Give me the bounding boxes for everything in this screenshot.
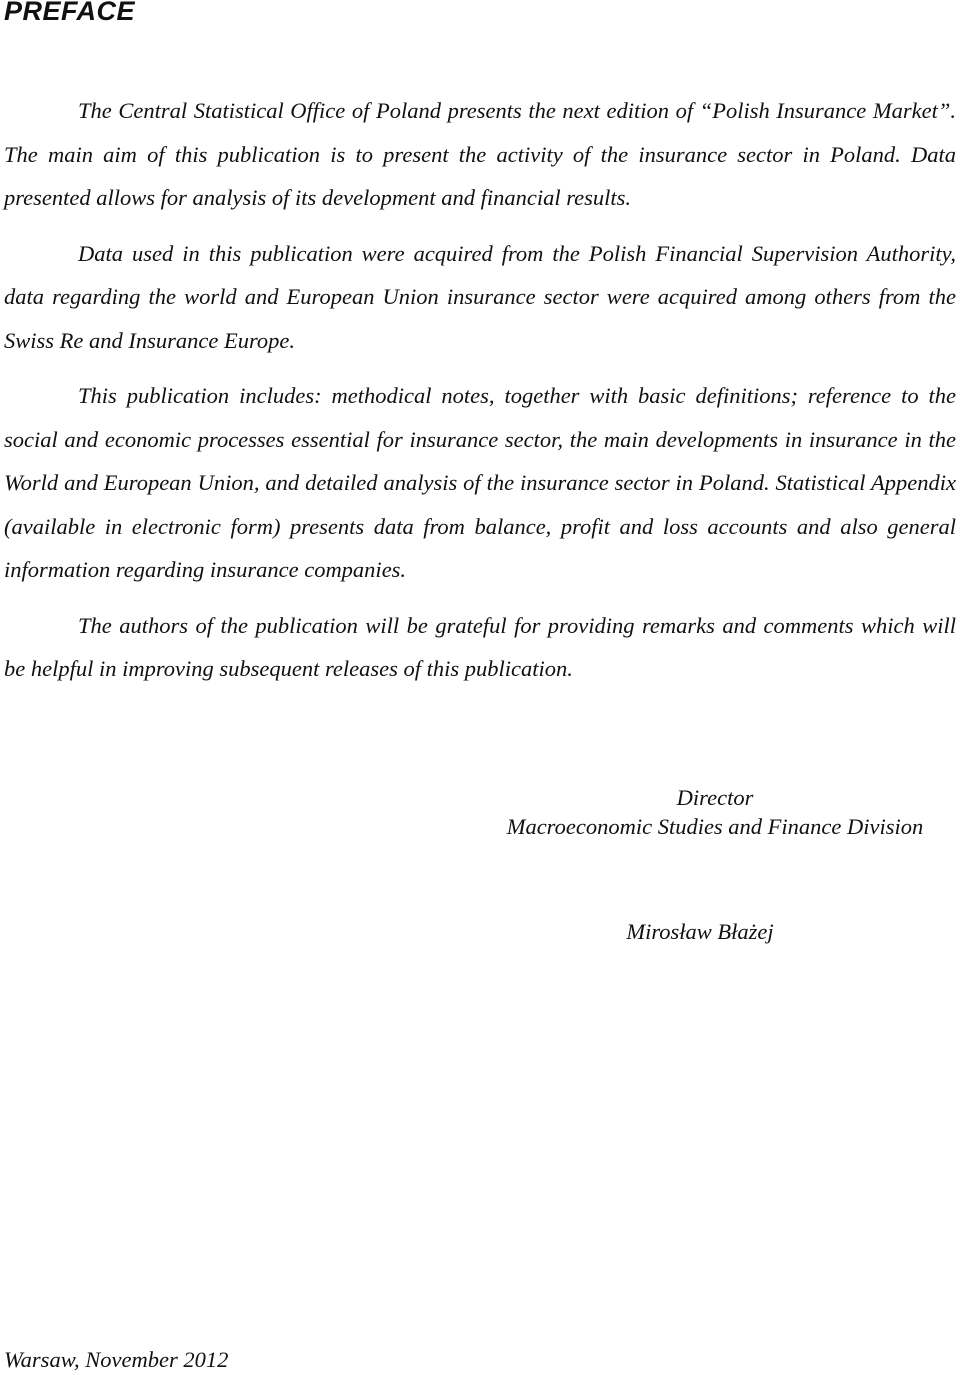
- signature-name: Mirosław Błażej: [626, 919, 774, 944]
- paragraph-introduction: The Central Statistical Office of Poland presents the next edition of “Polish Insurance Market”. The main aim of this publication is to present the activity of the insurance sector in Poland. Data presented allows for analysis of its development and financial results.: [4, 98, 956, 210]
- paragraph-contents: This publication includes: methodical notes, together with basic definitions; reference to the social and economic processes essential for insurance sector, the main developments in insurance in the World and European Union, and detailed analysis of the insurance sector in Poland. Statistical Appendix (available in electronic form) presents data from balance, profit and loss accounts and also general information regarding insurance companies.: [4, 383, 956, 582]
- place-and-date: Warsaw, November 2012: [4, 1347, 229, 1372]
- paragraph-data-sources: Data used in this publication were acquired from the Polish Financial Supervision Authority, data regarding the world and European Union insurance sector were acquired among others from the Swiss Re and Insurance Europe.: [4, 240, 956, 353]
- paragraph-acknowledgement: The authors of the publication will be grateful for providing remarks and comments which will be helpful in improving subsequent releases of this publication.: [4, 612, 956, 681]
- signature-division: Macroeconomic Studies and Finance Division: [506, 814, 924, 839]
- page-title: PREFACE: [4, 0, 136, 26]
- preface-body: [4, 89, 956, 703]
- signature-role: Director: [676, 785, 754, 810]
